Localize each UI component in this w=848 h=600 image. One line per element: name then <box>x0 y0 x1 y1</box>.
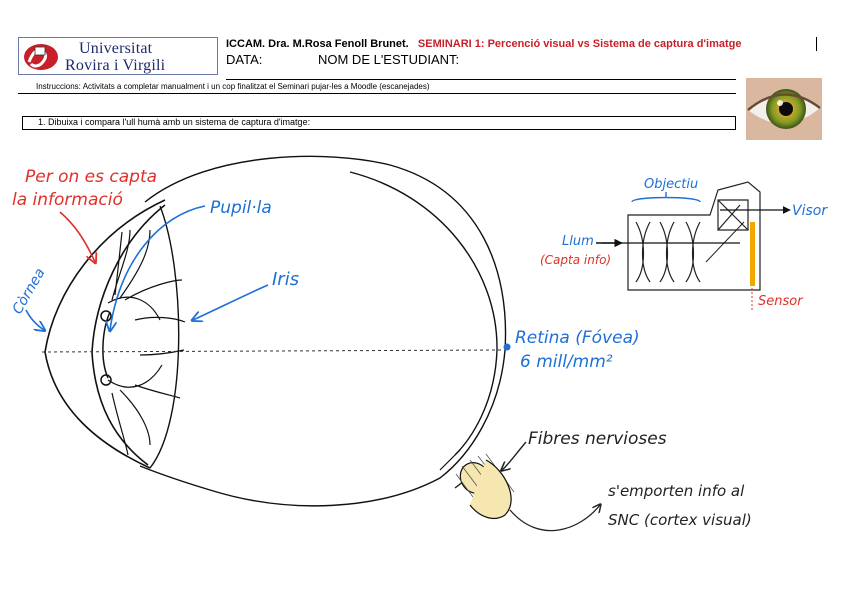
seminar-title: SEMINARI 1: Percenció visual vs Sistema de captura d'imatge <box>417 38 742 50</box>
light-label-line2: (Capta info) <box>540 253 612 267</box>
retina-label-line1: Retina (Fóvea) <box>515 328 640 348</box>
header-rule <box>226 79 736 80</box>
university-logo <box>18 37 218 75</box>
course-name: ICCAM. Dra. M.Rosa Fenoll Brunet. <box>226 38 409 50</box>
capture-info-arrow <box>60 212 95 262</box>
student-name-label: NOM DE L'ESTUDIANT: <box>317 52 460 67</box>
pupil-shape <box>101 311 111 385</box>
sensor-bar <box>750 222 755 286</box>
objective-bracket <box>632 192 700 202</box>
optical-axis <box>42 350 502 352</box>
instructions-text: Instruccions: Activitats a completar manualment i un cop finalitzat el Seminari pujar-les a Moodle (escanejades) <box>36 82 430 91</box>
lens-boundary <box>150 206 179 468</box>
iris-label: Iris <box>272 269 300 290</box>
iris-arrow <box>193 285 268 320</box>
snc-label-line1: s'emporten info al <box>608 482 745 500</box>
optic-nerve <box>440 450 600 531</box>
light-label-line1: Llum <box>562 234 594 249</box>
nerve-fibres-label: Fibres nervioses <box>528 429 667 449</box>
snc-label-line2: SNC (cortex visual) <box>608 511 752 529</box>
university-name-line2: Rovira i Virgili <box>65 57 166 74</box>
question-text: 1. Dibuixa i compara l'ull humà amb un sistema de captura d'imatge: <box>38 117 311 127</box>
university-name-line1: Universitat <box>79 40 153 57</box>
nerve-fibres-arrow <box>502 442 526 470</box>
date-label: DATA: <box>226 52 263 67</box>
cornea-arrow <box>26 310 44 330</box>
sensor-label: Sensor <box>758 294 803 309</box>
header-divider <box>816 37 817 51</box>
retina-label-line2: 6 mill/mm² <box>520 352 613 372</box>
header-fields <box>226 52 511 67</box>
viewfinder-label: Visor <box>792 203 828 219</box>
instructions-rule <box>18 93 736 94</box>
university-emblem-icon <box>21 40 61 72</box>
eye-camera-drawing <box>0 140 848 600</box>
camera-diagram <box>602 182 790 290</box>
objective-label: Objectiu <box>644 177 699 192</box>
capture-info-label-line1: Per on es capta <box>25 167 158 187</box>
capture-info-label-line2: la informació <box>12 190 123 210</box>
header-title <box>226 38 742 50</box>
retina-dot <box>504 344 511 351</box>
cornea-label: Còrnea <box>9 265 49 317</box>
eye-photo-image <box>746 78 822 140</box>
pupil-label: Pupil·la <box>210 198 272 218</box>
